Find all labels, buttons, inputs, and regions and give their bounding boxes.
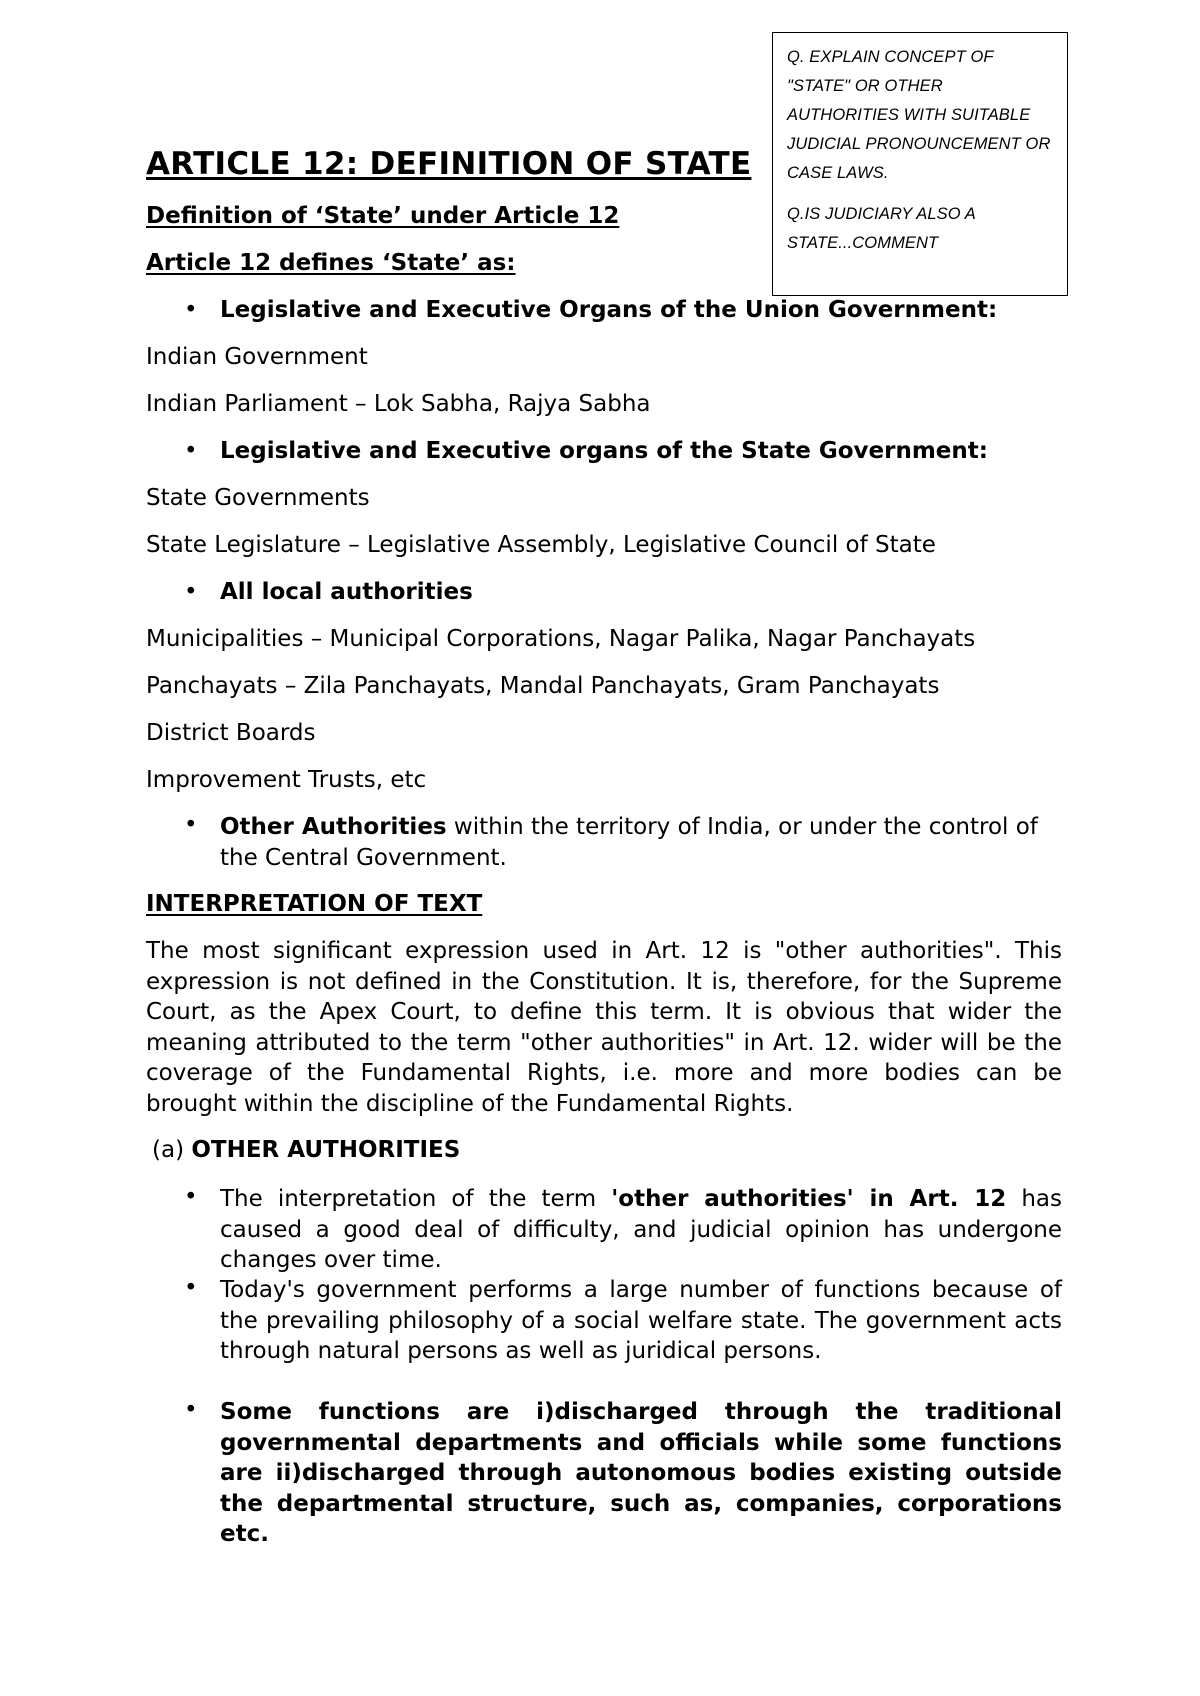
bullet-icon: • bbox=[184, 579, 198, 605]
union-heading: Legislative and Executive Organs of the Union Government: bbox=[220, 297, 998, 323]
interpretation-heading: INTERPRETATION OF TEXT bbox=[146, 891, 483, 917]
page-title: ARTICLE 12: DEFINITION OF STATE bbox=[146, 146, 752, 182]
list-item: Improvement Trusts, etc bbox=[146, 767, 427, 793]
section-a-bullet-1 bbox=[220, 1184, 1062, 1276]
section-a-label: (a) bbox=[152, 1137, 192, 1163]
list-item: Municipalities – Municipal Corporations, Nagar Palika, Nagar Panchayats bbox=[146, 626, 976, 652]
bullet-icon: • bbox=[184, 1397, 198, 1423]
section-a-bullet-2: Today's government performs a large number of functions because of the prevailing philosophy of a social welfare state. The government acts through natural persons as well as juridical persons. bbox=[220, 1277, 1062, 1365]
bullet-icon: • bbox=[184, 1184, 198, 1210]
other-authorities-label: Other Authorities bbox=[220, 814, 447, 840]
section-a-title: OTHER AUTHORITIES bbox=[191, 1137, 461, 1163]
question-2: Q.IS JUDICIARY ALSO A STATE...COMMENT bbox=[787, 205, 976, 252]
list-item: State Governments bbox=[146, 485, 370, 511]
other-authorities-bullet bbox=[220, 812, 1062, 873]
list-item: State Legislature – Legislative Assembly, Legislative Council of State bbox=[146, 532, 936, 558]
bullet-icon: • bbox=[184, 297, 198, 323]
b1-text-pre: The interpretation of the term bbox=[220, 1186, 612, 1212]
state-heading: Legislative and Executive organs of the State Government: bbox=[220, 438, 988, 464]
bullet-icon: • bbox=[184, 1275, 198, 1301]
list-item: Panchayats – Zila Panchayats, Mandal Panchayats, Gram Panchayats bbox=[146, 673, 940, 699]
question-box bbox=[772, 32, 1068, 296]
subheading: Definition of ‘State’ under Article 12 bbox=[146, 203, 620, 229]
intro-line: Article 12 defines ‘State’ as: bbox=[146, 250, 516, 276]
section-a-bullet-3: Some functions are i)discharged through the traditional governmental departments and officials while some functions are ii)discharged through autonomous bodies existing outside the departmental structure, such as, companies, corporations etc. bbox=[220, 1399, 1062, 1548]
question-1: Q. EXPLAIN CONCEPT OF "STATE" OR OTHER AUTHORITIES WITH SUITABLE JUDICIAL PRONOUNCEMENT OR CASE LAWS. bbox=[787, 48, 1051, 182]
section-a-heading bbox=[152, 1137, 460, 1163]
b1-text-post: has caused a good deal of difficulty, and judicial opinion has undergone changes over time. bbox=[220, 1186, 1062, 1274]
bullet-icon: • bbox=[184, 812, 198, 838]
local-heading: All local authorities bbox=[220, 579, 473, 605]
list-item: Indian Parliament – Lok Sabha, Rajya Sabha bbox=[146, 391, 651, 417]
list-item: Indian Government bbox=[146, 344, 368, 370]
list-item: District Boards bbox=[146, 720, 316, 746]
b1-text-bold: 'other authorities' in Art. 12 bbox=[611, 1186, 1007, 1212]
interpretation-paragraph: The most significant expression used in Art. 12 is "other authorities". This expression is not defined in the Constitution. It is, therefore, for the Supreme Court, as the Apex Court, to define this term. It is obvious that wider the meaning attributed to the term "other authorities" in Art. 12. wider will be the coverage of the Fundamental Rights, i.e. more and more bodies can be brought within the discipline of the Fundamental Rights. bbox=[146, 938, 1062, 1117]
bullet-icon: • bbox=[184, 438, 198, 464]
other-authorities-text: within the territory of India, or under the control of the Central Government. bbox=[220, 814, 1038, 871]
